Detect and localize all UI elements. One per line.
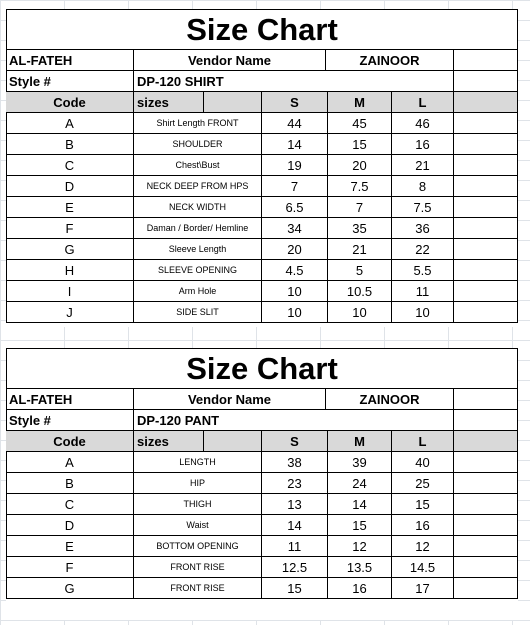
- header-m: M: [328, 92, 392, 113]
- row-code: A: [6, 113, 134, 134]
- row-code: E: [6, 197, 134, 218]
- row-extra-cell: [454, 494, 518, 515]
- row-value-s: 34: [262, 218, 328, 239]
- row-value-l: 15: [392, 494, 454, 515]
- row-extra-cell: [454, 452, 518, 473]
- row-value-s: 12.5: [262, 557, 328, 578]
- empty-cell: [454, 389, 518, 410]
- style-label: Style #: [6, 410, 134, 431]
- row-value-l: 5.5: [392, 260, 454, 281]
- row-value-m: 7: [328, 197, 392, 218]
- row-measurement-name: LENGTH: [134, 452, 262, 473]
- shirt-size-chart: [6, 9, 518, 327]
- row-value-l: 16: [392, 134, 454, 155]
- style-value: DP-120 SHIRT: [134, 71, 454, 92]
- row-code: C: [6, 494, 134, 515]
- row-extra-cell: [454, 515, 518, 536]
- row-value-m: 39: [328, 452, 392, 473]
- empty-cell: [454, 410, 518, 431]
- row-value-m: 35: [328, 218, 392, 239]
- chart-title: Size Chart: [6, 9, 518, 50]
- row-code: I: [6, 281, 134, 302]
- row-measurement-name: Shirt Length FRONT: [134, 113, 262, 134]
- row-value-m: 16: [328, 578, 392, 599]
- row-measurement-name: Daman / Border/ Hemline: [134, 218, 262, 239]
- row-measurement-name: SHOULDER: [134, 134, 262, 155]
- row-value-l: 40: [392, 452, 454, 473]
- header-sizes: sizes: [134, 431, 204, 452]
- row-value-m: 15: [328, 515, 392, 536]
- row-code: F: [6, 557, 134, 578]
- header-sizes: sizes: [134, 92, 204, 113]
- brand-name: AL-FATEH: [6, 389, 134, 410]
- header-l: L: [392, 431, 454, 452]
- row-value-m: 10: [328, 302, 392, 323]
- row-value-m: 10.5: [328, 281, 392, 302]
- vendor-value: ZAINOOR: [326, 50, 454, 71]
- header-blank: [204, 431, 262, 452]
- row-code: H: [6, 260, 134, 281]
- row-value-l: 46: [392, 113, 454, 134]
- row-measurement-name: NECK WIDTH: [134, 197, 262, 218]
- row-measurement-name: Waist: [134, 515, 262, 536]
- row-value-m: 12: [328, 536, 392, 557]
- header-blank: [204, 92, 262, 113]
- row-code: G: [6, 578, 134, 599]
- empty-cell: [454, 71, 518, 92]
- header-m: M: [328, 431, 392, 452]
- row-value-l: 17: [392, 578, 454, 599]
- row-measurement-name: THIGH: [134, 494, 262, 515]
- header-s: S: [262, 92, 328, 113]
- row-extra-cell: [454, 557, 518, 578]
- row-code: J: [6, 302, 134, 323]
- row-code: A: [6, 452, 134, 473]
- row-value-l: 12: [392, 536, 454, 557]
- row-code: F: [6, 218, 134, 239]
- row-code: D: [6, 176, 134, 197]
- row-extra-cell: [454, 536, 518, 557]
- row-extra-cell: [454, 260, 518, 281]
- row-value-l: 7.5: [392, 197, 454, 218]
- row-code: B: [6, 473, 134, 494]
- row-code: E: [6, 536, 134, 557]
- row-value-l: 10: [392, 302, 454, 323]
- row-extra-cell: [454, 473, 518, 494]
- row-value-l: 36: [392, 218, 454, 239]
- row-value-s: 44: [262, 113, 328, 134]
- header-extra: [454, 431, 518, 452]
- row-value-l: 8: [392, 176, 454, 197]
- row-value-m: 15: [328, 134, 392, 155]
- row-value-s: 13: [262, 494, 328, 515]
- row-value-s: 14: [262, 515, 328, 536]
- row-code: G: [6, 239, 134, 260]
- pant-size-chart: [6, 348, 518, 620]
- row-extra-cell: [454, 155, 518, 176]
- row-measurement-name: BOTTOM OPENING: [134, 536, 262, 557]
- header-l: L: [392, 92, 454, 113]
- row-value-l: 25: [392, 473, 454, 494]
- row-measurement-name: NECK DEEP FROM HPS: [134, 176, 262, 197]
- row-value-s: 7: [262, 176, 328, 197]
- row-value-m: 7.5: [328, 176, 392, 197]
- row-measurement-name: SLEEVE OPENING: [134, 260, 262, 281]
- row-extra-cell: [454, 218, 518, 239]
- row-extra-cell: [454, 113, 518, 134]
- row-value-s: 10: [262, 281, 328, 302]
- row-value-l: 11: [392, 281, 454, 302]
- row-extra-cell: [454, 302, 518, 323]
- row-value-s: 14: [262, 134, 328, 155]
- row-value-s: 20: [262, 239, 328, 260]
- row-extra-cell: [454, 134, 518, 155]
- row-value-m: 24: [328, 473, 392, 494]
- vendor-value: ZAINOOR: [326, 389, 454, 410]
- row-value-s: 23: [262, 473, 328, 494]
- row-extra-cell: [454, 281, 518, 302]
- row-value-l: 22: [392, 239, 454, 260]
- row-measurement-name: HIP: [134, 473, 262, 494]
- row-value-l: 14.5: [392, 557, 454, 578]
- row-value-l: 21: [392, 155, 454, 176]
- row-value-s: 6.5: [262, 197, 328, 218]
- style-value: DP-120 PANT: [134, 410, 454, 431]
- row-measurement-name: Sleeve Length: [134, 239, 262, 260]
- header-code: Code: [6, 431, 134, 452]
- row-value-s: 15: [262, 578, 328, 599]
- header-code: Code: [6, 92, 134, 113]
- row-measurement-name: FRONT RISE: [134, 557, 262, 578]
- brand-name: AL-FATEH: [6, 50, 134, 71]
- row-value-m: 20: [328, 155, 392, 176]
- header-extra: [454, 92, 518, 113]
- row-value-m: 14: [328, 494, 392, 515]
- row-measurement-name: SIDE SLIT: [134, 302, 262, 323]
- row-code: B: [6, 134, 134, 155]
- chart-title: Size Chart: [6, 348, 518, 389]
- row-extra-cell: [454, 176, 518, 197]
- row-measurement-name: FRONT RISE: [134, 578, 262, 599]
- row-value-l: 16: [392, 515, 454, 536]
- row-extra-cell: [454, 578, 518, 599]
- row-value-m: 45: [328, 113, 392, 134]
- row-value-s: 19: [262, 155, 328, 176]
- row-value-s: 11: [262, 536, 328, 557]
- empty-cell: [454, 50, 518, 71]
- vendor-label: Vendor Name: [134, 389, 326, 410]
- style-label: Style #: [6, 71, 134, 92]
- vendor-label: Vendor Name: [134, 50, 326, 71]
- row-code: C: [6, 155, 134, 176]
- header-s: S: [262, 431, 328, 452]
- row-measurement-name: Arm Hole: [134, 281, 262, 302]
- row-value-m: 5: [328, 260, 392, 281]
- row-value-s: 38: [262, 452, 328, 473]
- row-code: D: [6, 515, 134, 536]
- row-value-s: 4.5: [262, 260, 328, 281]
- row-value-s: 10: [262, 302, 328, 323]
- row-value-m: 21: [328, 239, 392, 260]
- row-extra-cell: [454, 197, 518, 218]
- row-extra-cell: [454, 239, 518, 260]
- row-value-m: 13.5: [328, 557, 392, 578]
- row-measurement-name: Chest\Bust: [134, 155, 262, 176]
